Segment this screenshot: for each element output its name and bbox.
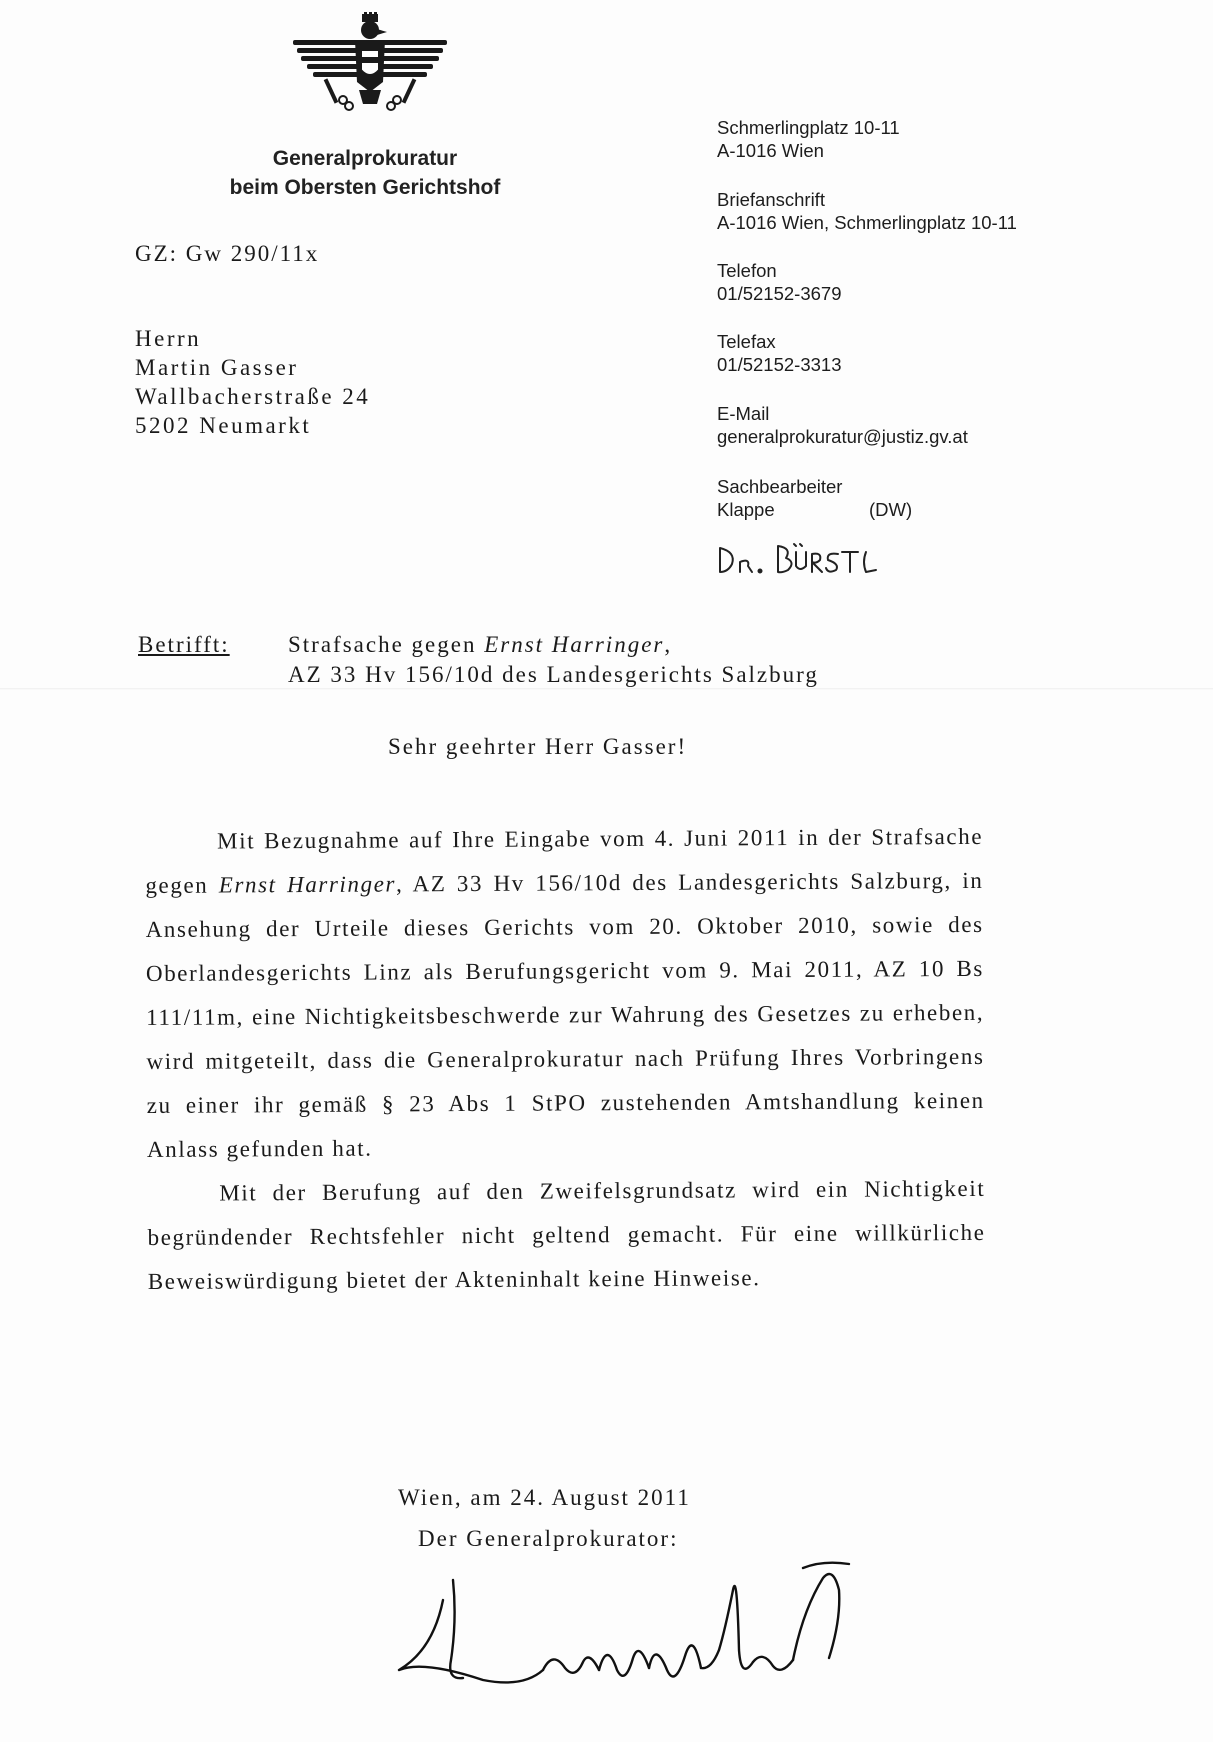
office-address — [717, 116, 900, 162]
subject-line-2: AZ 33 Hv 156/10d des Landesgerichts Salzburg — [288, 662, 819, 687]
subject-suffix: , — [664, 632, 673, 657]
handwritten-clerk-name — [716, 540, 896, 580]
p1-defendant-name: Ernst Harringer — [218, 871, 397, 898]
recipient-name: Martin Gasser — [135, 355, 299, 380]
email-label: E-Mail — [717, 403, 770, 424]
phone — [717, 259, 841, 305]
recipient-city: 5202 Neumarkt — [135, 413, 312, 438]
email-value: generalprokuratur@justiz.gv.at — [717, 426, 968, 447]
fax-label: Telefax — [717, 331, 776, 352]
coat-of-arms-eagle-icon — [285, 12, 455, 112]
extension-row — [717, 498, 1017, 521]
subject-prefix: Strafsache gegen — [288, 632, 485, 657]
mailing-address — [717, 188, 1017, 234]
office-address-line-1: Schmerlingplatz 10-11 — [717, 117, 900, 138]
extension-label: Klappe — [717, 499, 775, 520]
p1-part-2: , AZ 33 Hv 156/10d des Landesgerichts Salzburg, in Ansehung der Urteile dieses Gerichts vom 20. Oktober 2010, sowie des Oberlandesgerichts Linz als Berufungsgericht vom 9. Mai 2011, AZ 10 Bs 111/11m, eine Nichtigkeitsbeschwerde zur Wahrung des Gesetzes zu erheben, wird mitgeteilt, dass die Generalprokuratur nach Prüfung Ihres Vorbringens zu einer ihr gemäß § 23 Abs 1 StPO zustehenden Amtshandlung keinen Anlass gefunden hat. — [145, 867, 985, 1162]
clerk — [717, 475, 1017, 521]
recipient-street: Wallbacherstraße 24 — [135, 384, 371, 409]
mailing-address-label: Briefanschrift — [717, 189, 825, 210]
handwritten-signature — [393, 1530, 933, 1720]
fax-value: 01/52152-3313 — [717, 354, 842, 375]
org-line-2: beim Obersten Gerichtshof — [229, 176, 501, 199]
recipient-salutation-line: Herrn — [135, 326, 202, 351]
letter-salutation: Sehr geehrter Herr Gasser! — [388, 734, 688, 759]
dw-label: (DW) — [869, 499, 913, 520]
body-paragraph-1 — [145, 815, 985, 1172]
office-address-line-2: A-1016 Wien — [717, 140, 824, 161]
letter-body — [145, 815, 986, 1304]
file-reference: GZ: Gw 290/11x — [135, 241, 320, 266]
phone-value: 01/52152-3679 — [717, 283, 842, 304]
email — [717, 402, 968, 448]
subject-label: Betrifft: — [138, 632, 230, 657]
signatory-title: Der Generalprokurator: — [418, 1526, 679, 1551]
mailing-address-value: A-1016 Wien, Schmerlingplatz 10-11 — [717, 212, 1017, 233]
phone-label: Telefon — [717, 260, 777, 281]
subject-defendant-name: Ernst Harringer — [484, 632, 665, 657]
place-date: Wien, am 24. August 2011 — [398, 1485, 691, 1510]
subject-line-1 — [288, 630, 672, 660]
fax — [717, 330, 841, 376]
clerk-label: Sachbearbeiter — [717, 476, 843, 497]
org-line-1: Generalprokuratur — [272, 147, 458, 170]
organization-name — [190, 144, 540, 202]
p1-part-1: Mit Bezugnahme auf Ihre Eingabe vom 4. Juni 2011 in der Strafsache gegen — [145, 823, 984, 898]
body-paragraph-2: Mit der Berufung auf den Zweifelsgrundsatz wird ein Nichtigkeit begründender Rechtsfehler nicht geltend gemacht. Für eine willkürliche Beweiswürdigung bietet der Akteninhalt keine Hinweise. — [147, 1175, 986, 1294]
recipient-address — [135, 324, 370, 440]
